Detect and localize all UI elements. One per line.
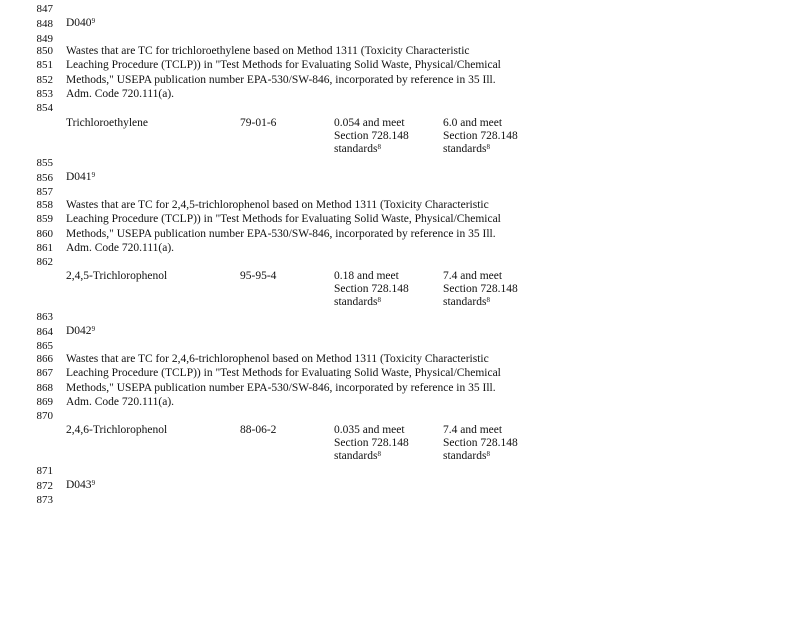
standard-text: standards — [443, 296, 487, 308]
standard-line — [334, 143, 409, 156]
waste-code-heading — [66, 17, 95, 30]
standard-text: standards — [443, 143, 487, 155]
footnote-marker: 8 — [377, 296, 381, 304]
line-number: 861 — [36, 242, 53, 254]
footnote-marker: 8 — [486, 143, 490, 151]
line-number: 862 — [36, 256, 53, 268]
paragraph-line: Adm. Code 720.111(a). — [66, 88, 175, 100]
standard-line — [443, 450, 518, 463]
standard-line — [334, 450, 409, 463]
footnote-marker: 8 — [486, 450, 490, 458]
waste-code-heading — [66, 171, 95, 184]
line-number: 865 — [36, 340, 53, 352]
line-number: 873 — [36, 494, 53, 506]
nonwastewater-standard — [443, 270, 518, 309]
waste-code-heading — [66, 325, 95, 338]
line-number: 854 — [36, 102, 53, 114]
paragraph-line: Leaching Procedure (TCLP)) in "Test Methods for Evaluating Solid Waste, Physical/Chemical — [66, 213, 501, 225]
paragraph-line: Wastes that are TC for 2,4,5-trichlorophenol based on Method 1311 (Toxicity Characteristic — [66, 199, 489, 211]
standard-line: 7.4 and meet — [443, 424, 503, 436]
footnote-marker: 9 — [91, 171, 96, 179]
paragraph-line: Methods," USEPA publication number EPA-530/SW-846, incorporated by reference in 35 Ill. — [66, 228, 496, 240]
standard-line: Section 728.148 — [443, 283, 518, 295]
line-number: 867 — [36, 367, 53, 379]
cas-number: 88-06-2 — [240, 424, 277, 436]
footnote-marker: 8 — [486, 296, 490, 304]
line-number: 863 — [36, 311, 53, 323]
line-number: 870 — [36, 410, 53, 422]
standard-line: 0.035 and meet — [334, 424, 405, 436]
footnote-marker: 8 — [377, 450, 381, 458]
line-number: 859 — [36, 213, 53, 225]
line-number: 869 — [36, 396, 53, 408]
line-number: 848 — [36, 18, 53, 30]
standard-line: 6.0 and meet — [443, 117, 503, 129]
line-number: 866 — [36, 353, 53, 365]
waste-code: D040 — [66, 17, 92, 29]
line-number: 850 — [36, 45, 53, 57]
wastewater-standard — [334, 117, 409, 156]
constituent-name: 2,4,6-Trichlorophenol — [66, 424, 168, 436]
footnote-marker: 8 — [377, 143, 381, 151]
standard-line: Section 728.148 — [443, 130, 518, 142]
wastewater-standard — [334, 270, 409, 309]
standard-line: 0.054 and meet — [334, 117, 405, 129]
waste-code: D043 — [66, 479, 92, 491]
line-number: 872 — [36, 480, 53, 492]
line-number: 864 — [36, 326, 53, 338]
cas-number: 95-95-4 — [240, 270, 277, 282]
paragraph-line: Leaching Procedure (TCLP)) in "Test Methods for Evaluating Solid Waste, Physical/Chemical — [66, 59, 501, 71]
standard-line: 7.4 and meet — [443, 270, 503, 282]
standard-line — [443, 296, 518, 309]
footnote-marker: 9 — [91, 325, 96, 333]
nonwastewater-standard — [443, 117, 518, 156]
line-number: 852 — [36, 74, 53, 86]
standard-line — [334, 296, 409, 309]
line-number: 871 — [36, 465, 53, 477]
line-number: 851 — [36, 59, 53, 71]
standard-line: Section 728.148 — [334, 283, 409, 295]
standard-line: Section 728.148 — [334, 437, 409, 449]
footnote-marker: 9 — [91, 17, 96, 25]
paragraph-line: Adm. Code 720.111(a). — [66, 242, 175, 254]
standard-line: Section 728.148 — [443, 437, 518, 449]
standard-text: standards — [334, 450, 378, 462]
line-number: 860 — [36, 228, 53, 240]
paragraph-line: Methods," USEPA publication number EPA-530/SW-846, incorporated by reference in 35 Ill. — [66, 382, 496, 394]
constituent-name: Trichloroethylene — [66, 117, 148, 129]
constituent-name: 2,4,5-Trichlorophenol — [66, 270, 168, 282]
waste-code: D041 — [66, 171, 92, 183]
line-number: 856 — [36, 172, 53, 184]
line-number: 857 — [36, 186, 53, 198]
wastewater-standard — [334, 424, 409, 463]
line-number: 849 — [36, 33, 53, 45]
standard-text: standards — [443, 450, 487, 462]
standard-text: standards — [334, 296, 378, 308]
line-number: 853 — [36, 88, 53, 100]
line-number: 858 — [36, 199, 53, 211]
paragraph-line: Wastes that are TC for trichloroethylene based on Method 1311 (Toxicity Characteristic — [66, 45, 470, 57]
standard-line: 0.18 and meet — [334, 270, 399, 282]
line-number: 847 — [36, 3, 53, 15]
standard-text: standards — [334, 143, 378, 155]
paragraph-line: Adm. Code 720.111(a). — [66, 396, 175, 408]
line-number: 868 — [36, 382, 53, 394]
footnote-marker: 9 — [91, 479, 96, 487]
line-number: 855 — [36, 157, 53, 169]
cas-number: 79-01-6 — [240, 117, 277, 129]
nonwastewater-standard — [443, 424, 518, 463]
standard-line — [443, 143, 518, 156]
paragraph-line: Methods," USEPA publication number EPA-530/SW-846, incorporated by reference in 35 Ill. — [66, 74, 496, 86]
standard-line: Section 728.148 — [334, 130, 409, 142]
waste-code-heading — [66, 479, 95, 492]
paragraph-line: Wastes that are TC for 2,4,6-trichlorophenol based on Method 1311 (Toxicity Characteristic — [66, 353, 489, 365]
waste-code: D042 — [66, 325, 92, 337]
paragraph-line: Leaching Procedure (TCLP)) in "Test Methods for Evaluating Solid Waste, Physical/Chemical — [66, 367, 501, 379]
